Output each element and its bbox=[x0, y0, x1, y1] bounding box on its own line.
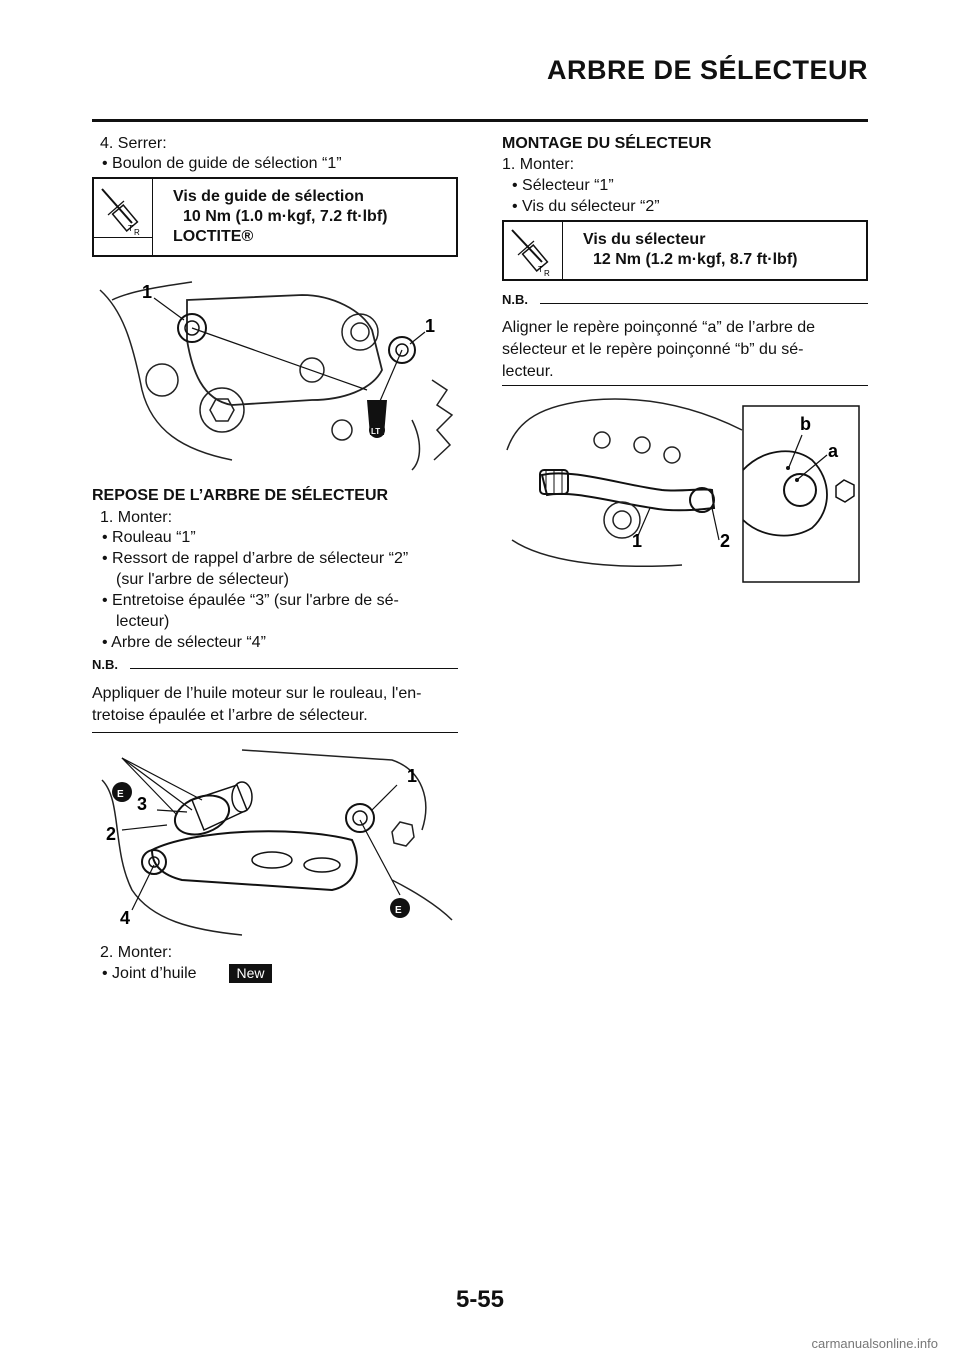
nb-label-left: N.B. bbox=[92, 657, 118, 672]
fig3-label-a: a bbox=[828, 441, 839, 461]
step-1-right: 1. Monter: bbox=[502, 156, 575, 173]
header-rule bbox=[92, 119, 868, 122]
figure-shift-shaft bbox=[92, 740, 458, 940]
list-item: lecteur) bbox=[116, 613, 170, 630]
watermark: carmanualsonline.info bbox=[811, 1336, 938, 1351]
spec-name: Vis du sélecteur bbox=[583, 231, 706, 248]
fig2-label-3: 3 bbox=[137, 794, 148, 814]
list-item: • Sélecteur “1” bbox=[512, 177, 614, 194]
nb-line: Appliquer de l’huile moteur sur le rouleau, l'en- bbox=[92, 685, 422, 702]
fig1-label-1a: 1 bbox=[142, 282, 153, 302]
nb-end-rule bbox=[502, 385, 868, 386]
list-item: • Arbre de sélecteur “4” bbox=[102, 634, 266, 651]
spec-torque: 10 Nm (1.0 m·kgf, 7.2 ft·lbf) bbox=[183, 208, 388, 225]
list-item: • Rouleau “1” bbox=[102, 529, 196, 546]
list-item: • Vis du sélecteur “2” bbox=[512, 198, 660, 215]
fig3-label-b: b bbox=[800, 414, 811, 434]
svg-text:R: R bbox=[544, 269, 550, 278]
list-item: • Entretoise épaulée “3” (sur l'arbre de sé- bbox=[102, 592, 399, 609]
nb-line: sélecteur et le repère poinçonné “b” du sé- bbox=[502, 341, 804, 358]
fig3-label-1: 1 bbox=[632, 531, 643, 551]
fig2-label-4: 4 bbox=[120, 908, 131, 928]
step-2-item: • Joint d’huile bbox=[102, 965, 197, 982]
list-item: (sur l'arbre de sélecteur) bbox=[116, 571, 289, 588]
nb-rule bbox=[540, 303, 868, 304]
fig2-label-1: 1 bbox=[407, 766, 418, 786]
page-title: ARBRE DE SÉLECTEUR bbox=[546, 55, 868, 85]
svg-text:E: E bbox=[395, 905, 402, 916]
page-number: 5-55 bbox=[455, 1286, 505, 1313]
step-4-item: • Boulon de guide de sélection “1” bbox=[102, 155, 342, 172]
section-title-right: MONTAGE DU SÉLECTEUR bbox=[502, 135, 712, 152]
svg-text:T: T bbox=[538, 265, 543, 274]
svg-text:R: R bbox=[134, 228, 140, 237]
section-title-left: REPOSE DE L’ARBRE DE SÉLECTEUR bbox=[92, 487, 389, 504]
figure-shift-pedal bbox=[502, 390, 868, 605]
nb-label-right: N.B. bbox=[502, 292, 528, 307]
torque-wrench-icon bbox=[94, 179, 153, 255]
new-badge: New bbox=[229, 964, 272, 983]
nb-line: Aligner le repère poinçonné “a” de l’arbre de bbox=[502, 319, 816, 336]
figure-shift-guide bbox=[92, 270, 458, 475]
step-2-left: 2. Monter: bbox=[100, 944, 173, 961]
svg-text:LT: LT bbox=[371, 427, 381, 436]
nb-line: tretoise épaulée et l’arbre de sélecteur. bbox=[92, 707, 368, 724]
torque-spec-box bbox=[92, 177, 458, 257]
torque-wrench-icon bbox=[504, 222, 563, 279]
step-1-left: 1. Monter: bbox=[100, 509, 173, 526]
nb-rule bbox=[130, 668, 458, 669]
list-item: • Ressort de rappel d’arbre de sélecteur “2” bbox=[102, 550, 409, 567]
nb-end-rule bbox=[92, 732, 458, 733]
step-4: 4. Serrer: bbox=[100, 135, 167, 152]
spec-name: Vis de guide de sélection bbox=[173, 188, 364, 205]
fig3-label-2: 2 bbox=[720, 531, 731, 551]
fig1-label-1b: 1 bbox=[425, 316, 436, 336]
spec-torque: 12 Nm (1.2 m·kgf, 8.7 ft·lbf) bbox=[593, 251, 798, 268]
nb-line: lecteur. bbox=[502, 363, 554, 380]
fig2-label-2: 2 bbox=[106, 824, 117, 844]
torque-spec-box bbox=[502, 220, 868, 281]
spec-loctite: LOCTITE® bbox=[173, 228, 254, 245]
svg-text:E: E bbox=[117, 789, 124, 800]
svg-text:T: T bbox=[128, 224, 133, 233]
